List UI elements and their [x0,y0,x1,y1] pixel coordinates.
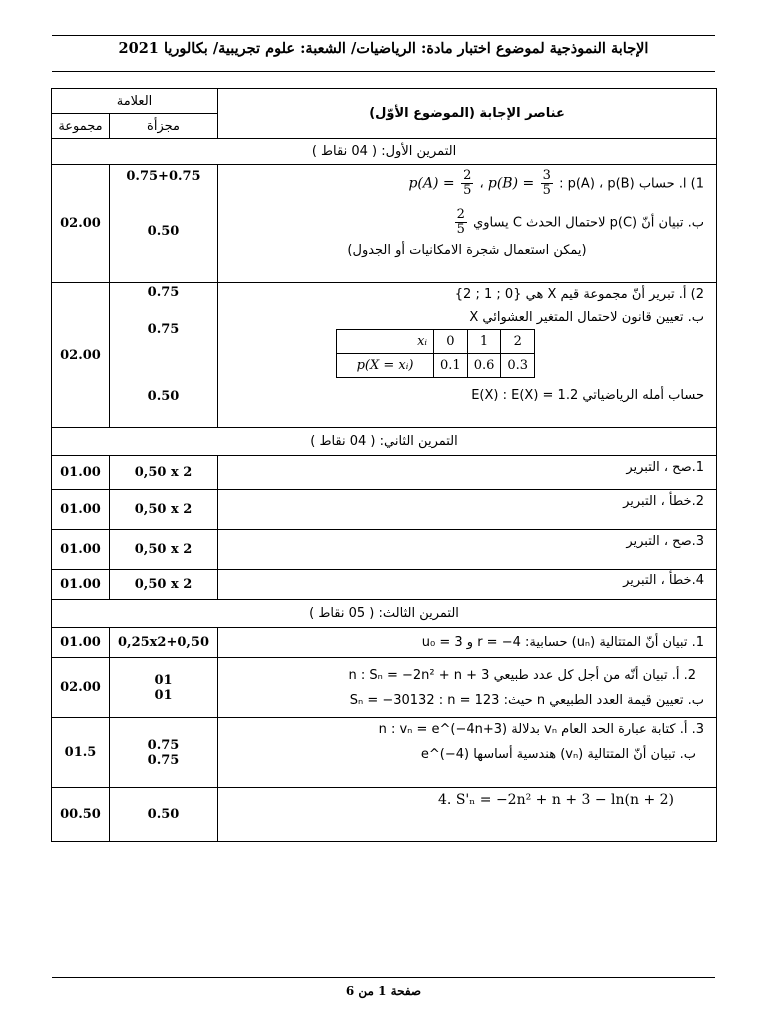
dist-p-2: 0.3 [501,354,535,378]
grade-header: العلامة [52,89,218,114]
ex2-row-1-text: 1.صح ، التبرير [218,456,717,490]
ex2-row-1-partial: 0,50 x 2 [110,456,218,490]
ex2-row-3-partial: 0,50 x 2 [110,530,218,570]
answer-table [51,88,717,842]
ex1-q2-partial-b: 0.75 [147,322,180,337]
exercise-2-title: التمرين الثاني: ( 04 نقاط ) [52,428,717,456]
dist-p-1: 0.6 [467,354,501,378]
dist-x-0: 0 [434,330,468,354]
ex1-q1-partial-b: 0.50 [147,224,180,239]
ex2-row-2-text: 2.خطأ ، التبرير [218,490,717,530]
ex3-q2-total: 02.00 [52,658,110,718]
ex1-q2-line-a: 2) أ. تبرير أنّ مجموعة قيم X هي {0 ; 1 ; 2} [454,287,705,302]
exercise-3-title: التمرين الثالث: ( 05 نقاط ) [52,600,717,628]
ex1-q1-partial-a: 0.75+0.75 [126,169,201,184]
dist-x-2: 2 [501,330,535,354]
dist-x-1: 1 [467,330,501,354]
ex2-row-2-total: 01.00 [52,490,110,530]
ex1-q1-content [218,165,717,283]
ex2-row-2-partial: 0,50 x 2 [110,490,218,530]
dist-p-0: 0.1 [434,354,468,378]
ex3-q3-partial-b: 0.75 [147,752,180,768]
ex1-q2-line-b: ب. تعيين قانون لاحتمال المتغير العشوائي X [469,310,705,325]
dist-p-label: p(X = xᵢ) [337,354,434,378]
ex1-q2-partial-a: 0.75 [147,285,180,300]
ex1-q1-line-a: 1) ا. حساب p(A) ، p(B) : p(B) = $\frac{3}{5}$ ، p(A) = $\frac{2}{5}$ [408,168,705,198]
ex3-q2-line-b: ب. تعيين قيمة العدد الطبيعي n حيث: Sₙ = −30132 : n = 123 [349,692,705,708]
pA-formula: p(A) = $\frac{2}{5}$ [408,168,472,198]
ex2-row-1-total: 01.00 [52,456,110,490]
ex3-q1-total: 01.00 [52,628,110,658]
total-header: مجموعة [52,114,110,139]
ex3-q2-line-a: 2. أ. تبيان أنّه من أجل كل عدد طبيعي n : Sₙ = −2n² + n + 3 [348,667,697,683]
ex3-q4-line: 4. S'ₙ = −2n² + n + 3 − ln(n + 2) [438,792,675,808]
page-header-title: الإجابة النموذجية لموضوع اختبار مادة: الرياضيات/ الشعبة: علوم تجريبية/ بكالوريا 2021 [118,40,649,57]
ex1-q1-line-b: ب. تبيان أنّ p(C) لاحتمال الحدث C يساوي $\frac{2}{5}$ [456,207,705,237]
exercise-1-title: التمرين الأول: ( 04 نقاط ) [52,139,717,165]
ex2-row-3-total: 01.00 [52,530,110,570]
ex3-q3-total: 01.5 [52,718,110,788]
ex3-q4-partial: 0.50 [110,788,218,842]
partial-header: مجزأة [110,114,218,139]
probability-distribution-table [336,329,535,378]
ex2-row-4-total: 01.00 [52,570,110,600]
ex1-q1-note: (يمكن استعمال شجرة الامكانيات أو الجدول) [347,243,587,258]
page-footer: صفحة 1 من 6 [345,984,422,998]
ex1-q2-content [218,283,717,428]
ex1-q1-total: 02.00 [52,165,110,283]
ex1-q2-partial-c: 0.50 [147,389,180,404]
ex3-q4-total: 00.50 [52,788,110,842]
dist-xi-label: xᵢ [337,330,434,354]
ex3-q3-line-a: 3. أ. كتابة عبارة الحد العام vₙ بدلالة n : vₙ = e^(−4n+3) [378,722,705,737]
pB-formula: p(B) = $\frac{3}{5}$ [487,168,551,198]
ex1-q2-line-c: حساب أمله الرياضياتي E(X) : E(X) = 1.2 [471,388,705,403]
header-bottom-rule [52,71,715,72]
ex2-row-4-text: 4.خطأ ، التبرير [218,570,717,600]
ex3-q1-partial: 0,25x2+0,50 [110,628,218,658]
answer-title: عناصر الإجابة (الموضوع الأوّل) [218,89,717,139]
footer-rule [52,977,715,978]
ex3-q2-partial-b: 01 [154,687,173,703]
ex3-q3-line-b: ب. تبيان أنّ المتتالية (vₙ) هندسية أساسها e^(−4) [420,747,697,762]
ex2-row-3-text: 3.صح ، التبرير [218,530,717,570]
ex2-row-4-partial: 0,50 x 2 [110,570,218,600]
header-top-rule [52,35,715,36]
ex3-q2-partial-a: 01 [154,672,173,688]
ex3-q3-partial-a: 0.75 [147,737,180,753]
ex3-q1-text: 1. تبيان أنّ المتتالية (uₙ) حسابية: r = −4 و u₀ = 3 [218,628,717,658]
ex1-q2-total: 02.00 [52,283,110,428]
